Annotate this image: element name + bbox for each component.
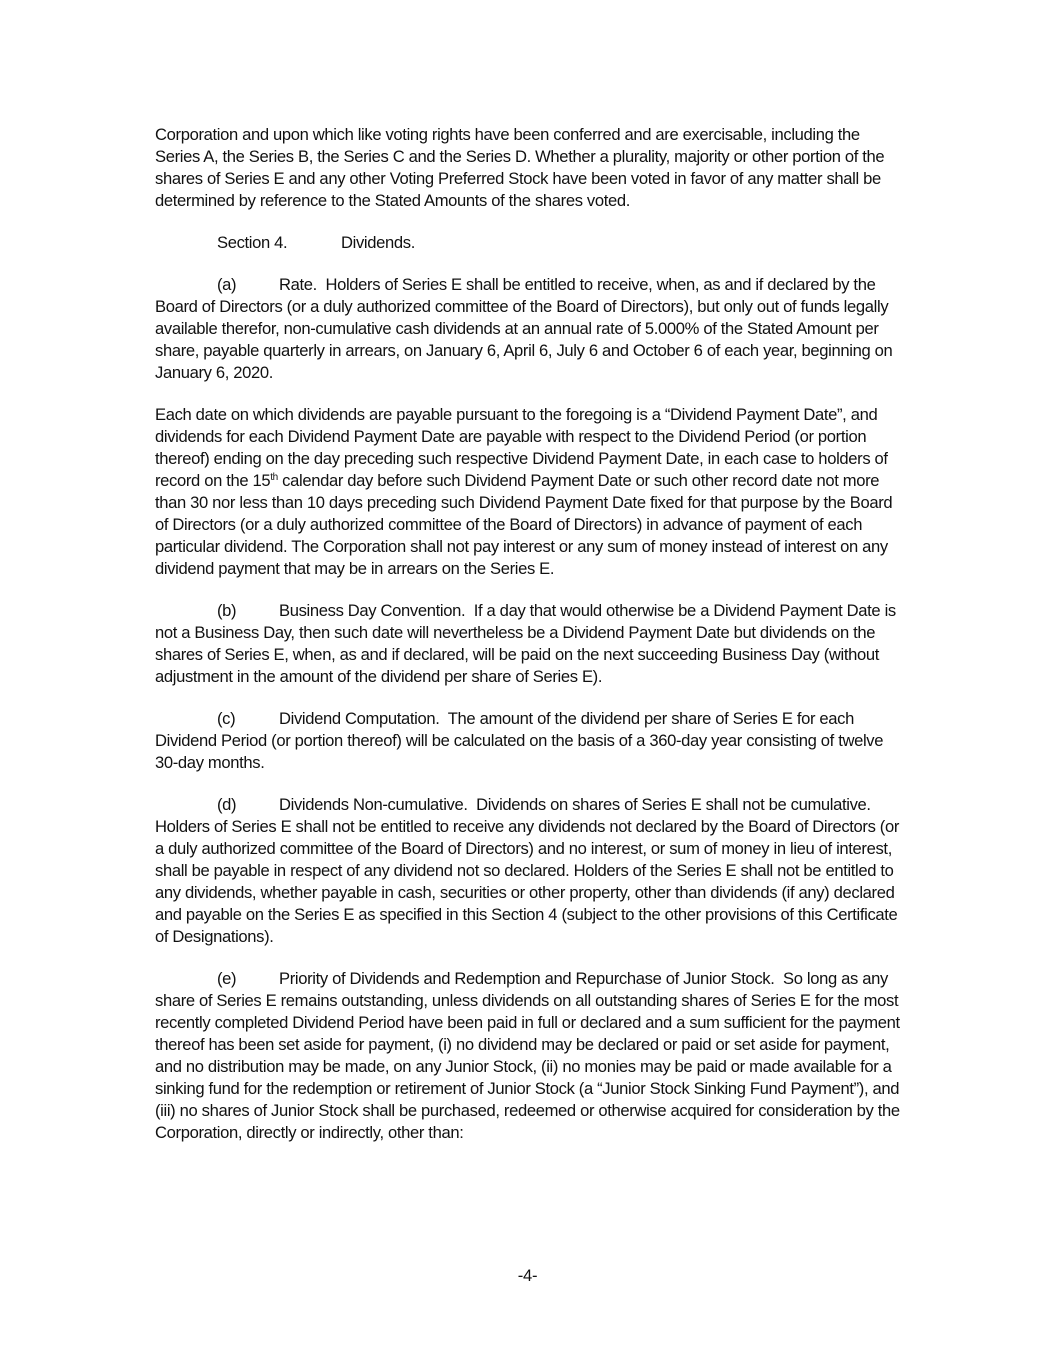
item-label: (b): [217, 601, 237, 620]
item-text: Dividends on shares of Series E shall not be cumulative. Holders of Series E shall not be entitled to receive any dividends not declared by the Board of Directors (or a duly authorized committee of the Board of Directors) and no interest, or sum of money in lieu of interest, shall be payable in respect of any dividend not so declared. Holders of the Series E shall not be entitled to any dividends, whether payable in cash, securities or other property, other than dividends (if any) declared and payable on the Series E as specified in this Section 4 (subject to the other provisions of this Certificate of Designations).: [155, 795, 900, 946]
item-text: If a day that would otherwise be a Dividend Payment Date is not a Business Day, then such date will nevertheless be a Dividend Payment Date but dividends on the shares of Series E, when, as and if declared, will be paid on the next succeeding Business Day (without adjustment in the amount of the dividend per share of Series E).: [155, 601, 896, 686]
paragraph-voting-continuation: [155, 124, 903, 212]
document-page: [155, 124, 903, 1164]
item-label: (d): [217, 795, 237, 814]
paragraph-business-day: [155, 600, 903, 688]
item-label: (e): [217, 969, 237, 988]
item-label: (a): [217, 275, 237, 294]
paragraph-text: Each date on which dividends are payable pursuant to the foregoing is a “Dividend Payment Date”, and dividends for each Dividend Payment Date are payable with respect to the Dividend Period (or portion thereof) ending on the day preceding such respective Dividend Payment Date, in each case to holders of record on the 15: [155, 405, 888, 490]
item-label: (c): [217, 709, 236, 728]
paragraph-text: Corporation and upon which like voting rights have been conferred and are exercisable, including the Series A, the Series B, the Series C and the Series D. Whether a plurality, majority or other portion of the shares of Series E and any other Voting Preferred Stock have been voted in favor of any matter shall be determined by reference to the Stated Amounts of the shares voted.: [155, 125, 885, 210]
paragraph-text-cont: calendar day before such Dividend Payment Date or such other record date not more than 30 nor less than 10 days preceding such Dividend Payment Date fixed for that purpose by the Board of Directors (or a duly authorized committee of the Board of Directors) in advance of payment of each particular dividend. The Corporation shall not pay interest or any sum of money instead of interest on any dividend payment that may be in arrears on the Series E.: [155, 471, 893, 578]
section-heading: [155, 232, 903, 254]
paragraph-priority: [155, 968, 903, 1144]
section-number: Section 4.: [217, 233, 288, 252]
paragraph-dividend-computation: [155, 708, 903, 774]
item-title: Business Day Convention.: [279, 601, 466, 620]
paragraph-non-cumulative: [155, 794, 903, 948]
item-title: Rate.: [279, 275, 317, 294]
superscript: th: [270, 472, 278, 483]
item-title: Priority of Dividends and Redemption and Repurchase of Junior Stock.: [279, 969, 775, 988]
page-number: -4-: [517, 1266, 538, 1285]
item-text: So long as any share of Series E remains outstanding, unless dividends on all outstanding shares of Series E for the most recently completed Dividend Period have been paid in full or declared and a sum sufficient for the payment thereof has been set aside for payment, (i) no dividend may be declared or paid or set aside for payment, and no distribution may be made, on any Junior Stock, (ii) no monies may be paid or made available for a sinking fund for the redemption or retirement of Junior Stock (a “Junior Stock Sinking Fund Payment”), and (iii) no shares of Junior Stock shall be purchased, redeemed or otherwise acquired for consideration by the Corporation, directly or indirectly, other than:: [155, 969, 900, 1142]
paragraph-rate: [155, 274, 903, 384]
item-text: The amount of the dividend per share of Series E for each Dividend Period (or portion thereof) will be calculated on the basis of a 360-day year consisting of twelve 30-day months.: [155, 709, 884, 772]
paragraph-dividend-payment-date: [155, 404, 903, 580]
item-text: Holders of Series E shall be entitled to receive, when, as and if declared by the Board of Directors (or a duly authorized committee of the Board of Directors), but only out of funds legally available therefor, non-cumulative cash dividends at an annual rate of 5.000% of the Stated Amount per share, payable quarterly in arrears, on January 6, April 6, July 6 and October 6 of each year, beginning on January 6, 2020.: [155, 275, 893, 382]
section-title: Dividends.: [341, 233, 415, 252]
item-title: Dividends Non-cumulative.: [279, 795, 468, 814]
item-title: Dividend Computation.: [279, 709, 440, 728]
